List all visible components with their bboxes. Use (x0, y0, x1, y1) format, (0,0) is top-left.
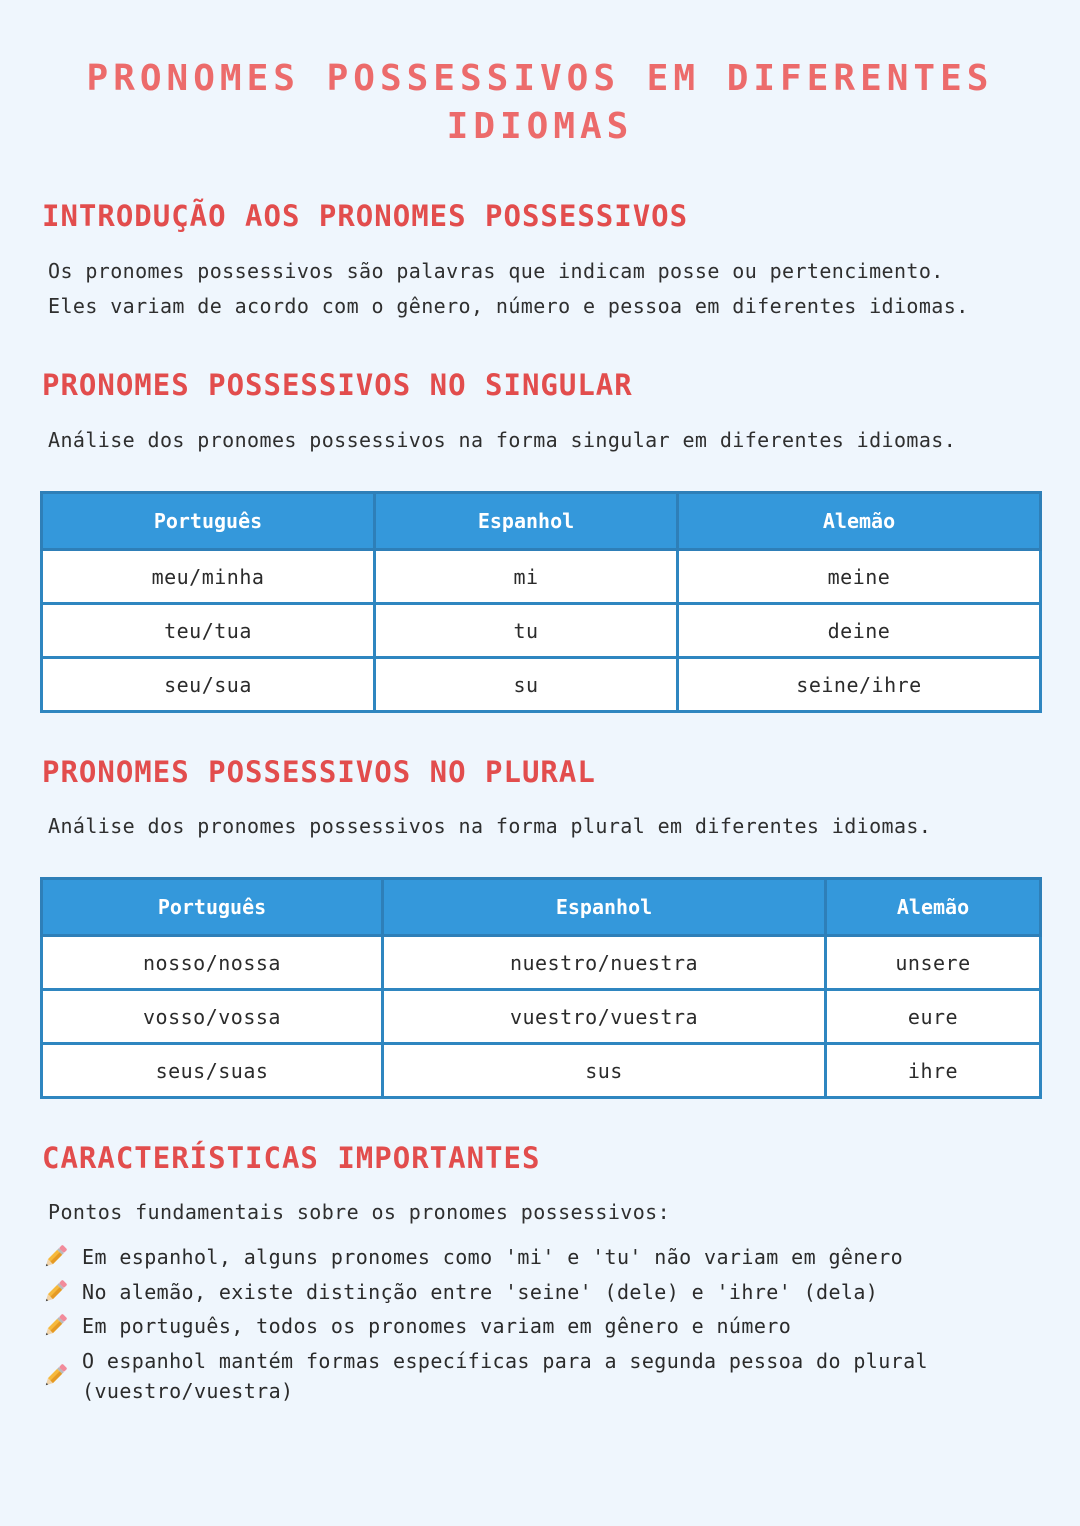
table-cell: ihre (826, 1044, 1041, 1098)
list-item (40, 1277, 1040, 1307)
table-row (42, 990, 1041, 1044)
list-item-text: Em espanhol, alguns pronomes como 'mi' e 'tu' não variam em gênero (82, 1245, 904, 1269)
table-cell: nuestro/nuestra (383, 936, 826, 990)
list-item (40, 1311, 1040, 1341)
pencil-icon (40, 1311, 70, 1341)
list-item-text: No alemão, existe distinção entre 'seine' (dele) e 'ihre' (dela) (82, 1279, 879, 1304)
pencil-icon (40, 1361, 70, 1391)
singular-description: Análise dos pronomes possessivos na forma singular em diferentes idiomas. (48, 428, 957, 452)
table-row (42, 604, 1041, 658)
table-cell: tu (375, 604, 678, 658)
pencil-icon (40, 1242, 70, 1272)
plural-description: Análise dos pronomes possessivos na forma plural em diferentes idiomas. (48, 814, 932, 838)
table-cell: vosso/vossa (42, 990, 383, 1044)
table-header-row (42, 879, 1041, 936)
features-list (40, 1242, 1040, 1410)
table-cell: eure (826, 990, 1041, 1044)
table-cell: mi (375, 550, 678, 604)
table-header-row (42, 493, 1041, 550)
column-header-portugues: Português (42, 879, 383, 936)
table-cell: vuestro/vuestra (383, 990, 826, 1044)
table-row (42, 658, 1041, 712)
page-title: PRONOMES POSSESSIVOS EM DIFERENTES IDIOMAS (86, 58, 994, 147)
list-item-text: O espanhol mantém formas específicas para a segunda pessoa do plural (vuestro/vuestra) (82, 1348, 928, 1403)
list-item (40, 1346, 1040, 1406)
table-cell: deine (678, 604, 1041, 658)
pencil-icon (40, 1277, 70, 1307)
intro-line-2: Eles variam de acordo com o gênero, número e pessoa em diferentes idiomas. (48, 294, 969, 318)
table-cell: meine (678, 550, 1041, 604)
table-cell: sus (383, 1044, 826, 1098)
features-heading: CARACTERÍSTICAS IMPORTANTES (42, 1141, 541, 1175)
table-cell: su (375, 658, 678, 712)
intro-line-1: Os pronomes possessivos são palavras que indicam posse ou pertencimento. (48, 259, 944, 283)
column-header-alemao: Alemão (678, 493, 1041, 550)
plural-heading: PRONOMES POSSESSIVOS NO PLURAL (42, 755, 596, 789)
singular-table (40, 491, 1042, 713)
table-cell: seu/sua (42, 658, 375, 712)
table-cell: meu/minha (42, 550, 375, 604)
table-row (42, 550, 1041, 604)
column-header-espanhol: Espanhol (383, 879, 826, 936)
table-row (42, 1044, 1041, 1098)
table-cell: teu/tua (42, 604, 375, 658)
plural-table (40, 877, 1042, 1099)
intro-heading: INTRODUÇÃO AOS PRONOMES POSSESSIVOS (42, 199, 689, 233)
column-header-alemao: Alemão (826, 879, 1041, 936)
singular-heading: PRONOMES POSSESSIVOS NO SINGULAR (42, 368, 633, 402)
table-row (42, 936, 1041, 990)
features-intro: Pontos fundamentais sobre os pronomes possessivos: (48, 1200, 671, 1224)
list-item (40, 1242, 1040, 1272)
table-cell: seus/suas (42, 1044, 383, 1098)
table-cell: nosso/nossa (42, 936, 383, 990)
table-cell: seine/ihre (678, 658, 1041, 712)
table-cell: unsere (826, 936, 1041, 990)
column-header-portugues: Português (42, 493, 375, 550)
list-item-text: Em português, todos os pronomes variam em gênero e número (82, 1314, 792, 1338)
column-header-espanhol: Espanhol (375, 493, 678, 550)
